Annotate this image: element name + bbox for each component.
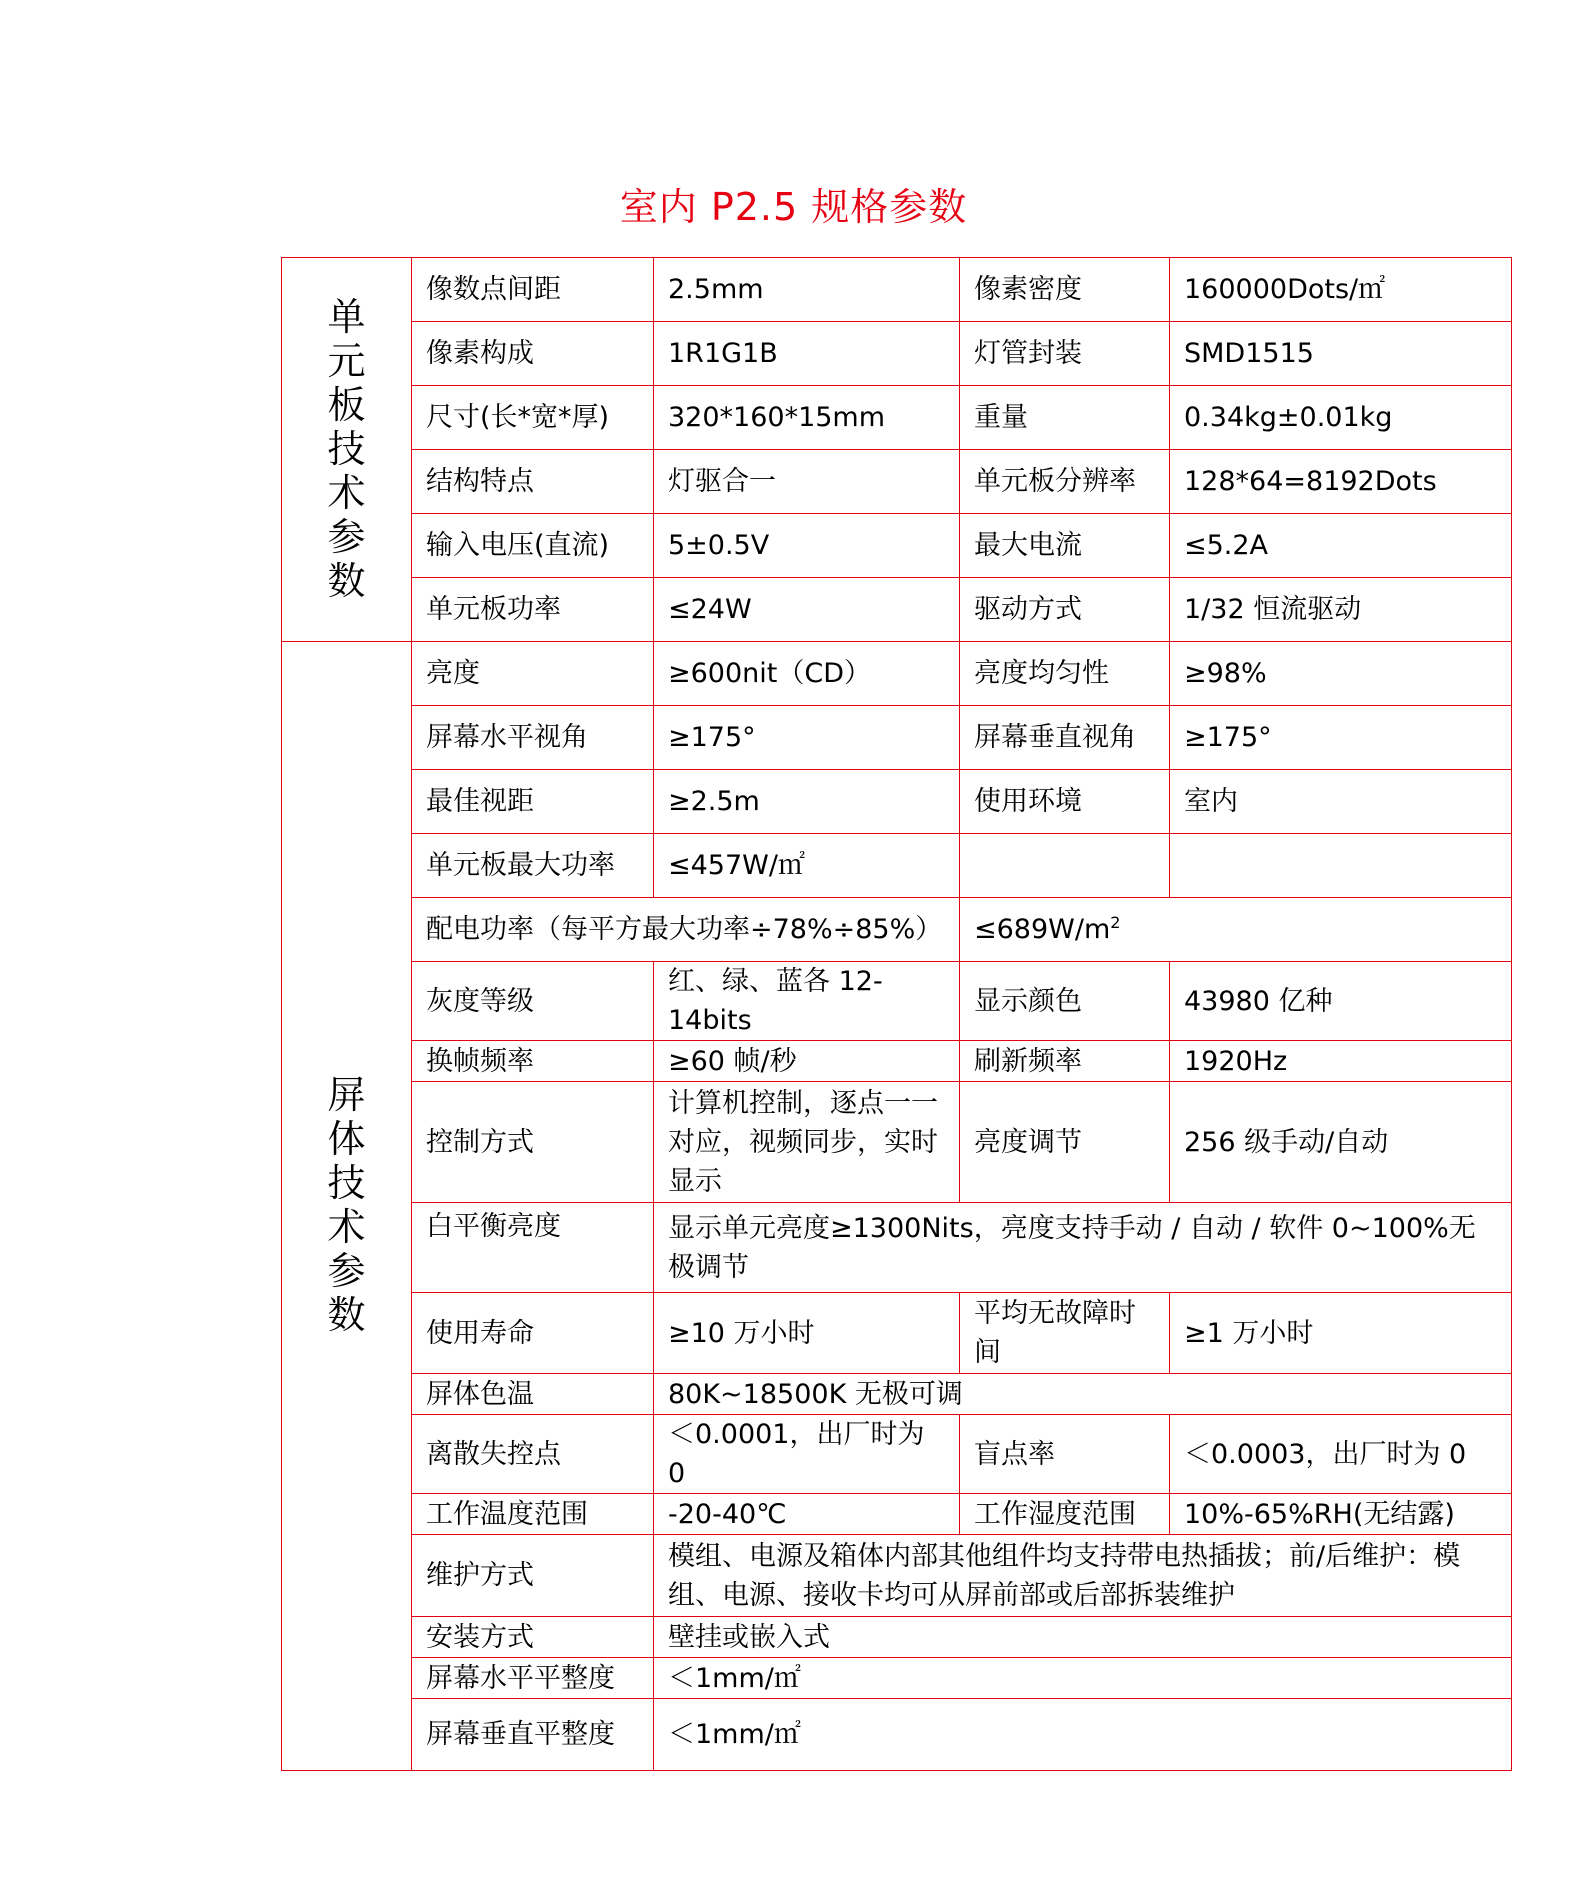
param-value: 128*64=8192Dots <box>1170 450 1512 514</box>
param-value: ≥1 万小时 <box>1170 1293 1512 1374</box>
param-value: ≤457W/㎡ <box>654 834 960 898</box>
section-label-screen: 屏体技术参数 <box>282 642 412 1771</box>
table-row <box>282 1293 1512 1374</box>
param-label: 工作温度范围 <box>412 1494 654 1535</box>
param-value: 320*160*15mm <box>654 386 960 450</box>
param-value: ＜1mm/㎡ <box>654 1658 1512 1699</box>
param-label: 屏幕垂直平整度 <box>412 1699 654 1771</box>
param-value: 1R1G1B <box>654 322 960 386</box>
table-row <box>282 834 1512 898</box>
param-label: 亮度 <box>412 642 654 706</box>
table-row <box>282 514 1512 578</box>
param-value: ≥10 万小时 <box>654 1293 960 1374</box>
param-label: 单元板分辨率 <box>960 450 1170 514</box>
param-label: 单元板最大功率 <box>412 834 654 898</box>
table-row <box>282 1374 1512 1415</box>
table-row <box>282 1415 1512 1494</box>
table-row <box>282 642 1512 706</box>
param-value: 红、绿、蓝各 12-14bits <box>654 962 960 1041</box>
page-title: 室内 P2.5 规格参数 <box>619 185 968 229</box>
param-label: 像素构成 <box>412 322 654 386</box>
table-row <box>282 1041 1512 1082</box>
param-value: 壁挂或嵌入式 <box>654 1617 1512 1658</box>
param-label: 维护方式 <box>412 1535 654 1617</box>
param-value: 80K~18500K 无极可调 <box>654 1374 1512 1415</box>
section-label-unit: 单元板技术参数 <box>282 258 412 642</box>
param-label: 灯管封装 <box>960 322 1170 386</box>
param-label: 像数点间距 <box>412 258 654 322</box>
param-value: ≤5.2A <box>1170 514 1512 578</box>
param-value: 显示单元亮度≥1300Nits，亮度支持手动 / 自动 / 软件 0~100%无极调节 <box>654 1203 1512 1293</box>
param-label: 屏幕水平平整度 <box>412 1658 654 1699</box>
empty-cell <box>1170 834 1512 898</box>
param-label: 工作湿度范围 <box>960 1494 1170 1535</box>
param-label: 屏幕水平视角 <box>412 706 654 770</box>
param-label: 亮度均匀性 <box>960 642 1170 706</box>
table-row <box>282 770 1512 834</box>
param-value: ≥175° <box>654 706 960 770</box>
param-label: 换帧频率 <box>412 1041 654 1082</box>
param-value: 5±0.5V <box>654 514 960 578</box>
spec-table <box>281 257 1512 1771</box>
param-label: 显示颜色 <box>960 962 1170 1041</box>
param-label: 盲点率 <box>960 1415 1170 1494</box>
param-label: 最大电流 <box>960 514 1170 578</box>
param-value: 1/32 恒流驱动 <box>1170 578 1512 642</box>
param-value: SMD1515 <box>1170 322 1512 386</box>
param-value: 室内 <box>1170 770 1512 834</box>
table-row <box>282 706 1512 770</box>
param-label: 离散失控点 <box>412 1415 654 1494</box>
param-label: 屏体色温 <box>412 1374 654 1415</box>
param-label: 配电功率（每平方最大功率÷78%÷85%） <box>412 898 960 962</box>
table-row <box>282 1535 1512 1617</box>
table-row <box>282 258 1512 322</box>
table-row <box>282 450 1512 514</box>
param-value: $\le 689W/m^2$ <box>960 898 1512 962</box>
param-label: 使用寿命 <box>412 1293 654 1374</box>
param-value: ＜0.0001，出厂时为 0 <box>654 1415 960 1494</box>
param-value: 160000Dots/㎡ <box>1170 258 1512 322</box>
param-value: 10%-65%RH(无结露) <box>1170 1494 1512 1535</box>
param-value: -20-40℃ <box>654 1494 960 1535</box>
param-value: 1920Hz <box>1170 1041 1512 1082</box>
param-label: 白平衡亮度 <box>412 1203 654 1293</box>
param-label: 使用环境 <box>960 770 1170 834</box>
param-label: 安装方式 <box>412 1617 654 1658</box>
param-label: 输入电压(直流) <box>412 514 654 578</box>
table-row <box>282 386 1512 450</box>
param-label: 像素密度 <box>960 258 1170 322</box>
param-label: 最佳视距 <box>412 770 654 834</box>
param-label: 结构特点 <box>412 450 654 514</box>
param-label: 亮度调节 <box>960 1082 1170 1203</box>
table-row <box>282 898 1512 962</box>
table-row <box>282 1082 1512 1203</box>
param-value: 模组、电源及箱体内部其他组件均支持带电热插拔；前/后维护：模组、电源、接收卡均可从屏前部或后部拆装维护 <box>654 1535 1512 1617</box>
param-value: ＜0.0003，出厂时为 0 <box>1170 1415 1512 1494</box>
table-row <box>282 322 1512 386</box>
param-value: ≥98% <box>1170 642 1512 706</box>
param-label: 灰度等级 <box>412 962 654 1041</box>
param-value: ≥600nit（CD） <box>654 642 960 706</box>
empty-cell <box>960 834 1170 898</box>
table-row <box>282 578 1512 642</box>
param-value: 43980 亿种 <box>1170 962 1512 1041</box>
param-value: 计算机控制，逐点一一对应，视频同步，实时显示 <box>654 1082 960 1203</box>
param-value: 0.34kg±0.01kg <box>1170 386 1512 450</box>
param-value: ＜1mm/㎡ <box>654 1699 1512 1771</box>
param-label: 控制方式 <box>412 1082 654 1203</box>
table-row <box>282 1203 1512 1293</box>
param-label: 尺寸(长*宽*厚) <box>412 386 654 450</box>
param-value: ≥175° <box>1170 706 1512 770</box>
table-row <box>282 1699 1512 1771</box>
param-value: 2.5mm <box>654 258 960 322</box>
param-label: 单元板功率 <box>412 578 654 642</box>
table-row <box>282 1617 1512 1658</box>
param-label: 重量 <box>960 386 1170 450</box>
param-value: 256 级手动/自动 <box>1170 1082 1512 1203</box>
table-row <box>282 1658 1512 1699</box>
param-label: 屏幕垂直视角 <box>960 706 1170 770</box>
param-label: 刷新频率 <box>960 1041 1170 1082</box>
param-value: ≤24W <box>654 578 960 642</box>
param-label: 驱动方式 <box>960 578 1170 642</box>
param-value: ≥2.5m <box>654 770 960 834</box>
param-value: ≥60 帧/秒 <box>654 1041 960 1082</box>
table-row <box>282 1494 1512 1535</box>
param-label: 平均无故障时间 <box>960 1293 1170 1374</box>
param-value: 灯驱合一 <box>654 450 960 514</box>
table-row <box>282 962 1512 1041</box>
